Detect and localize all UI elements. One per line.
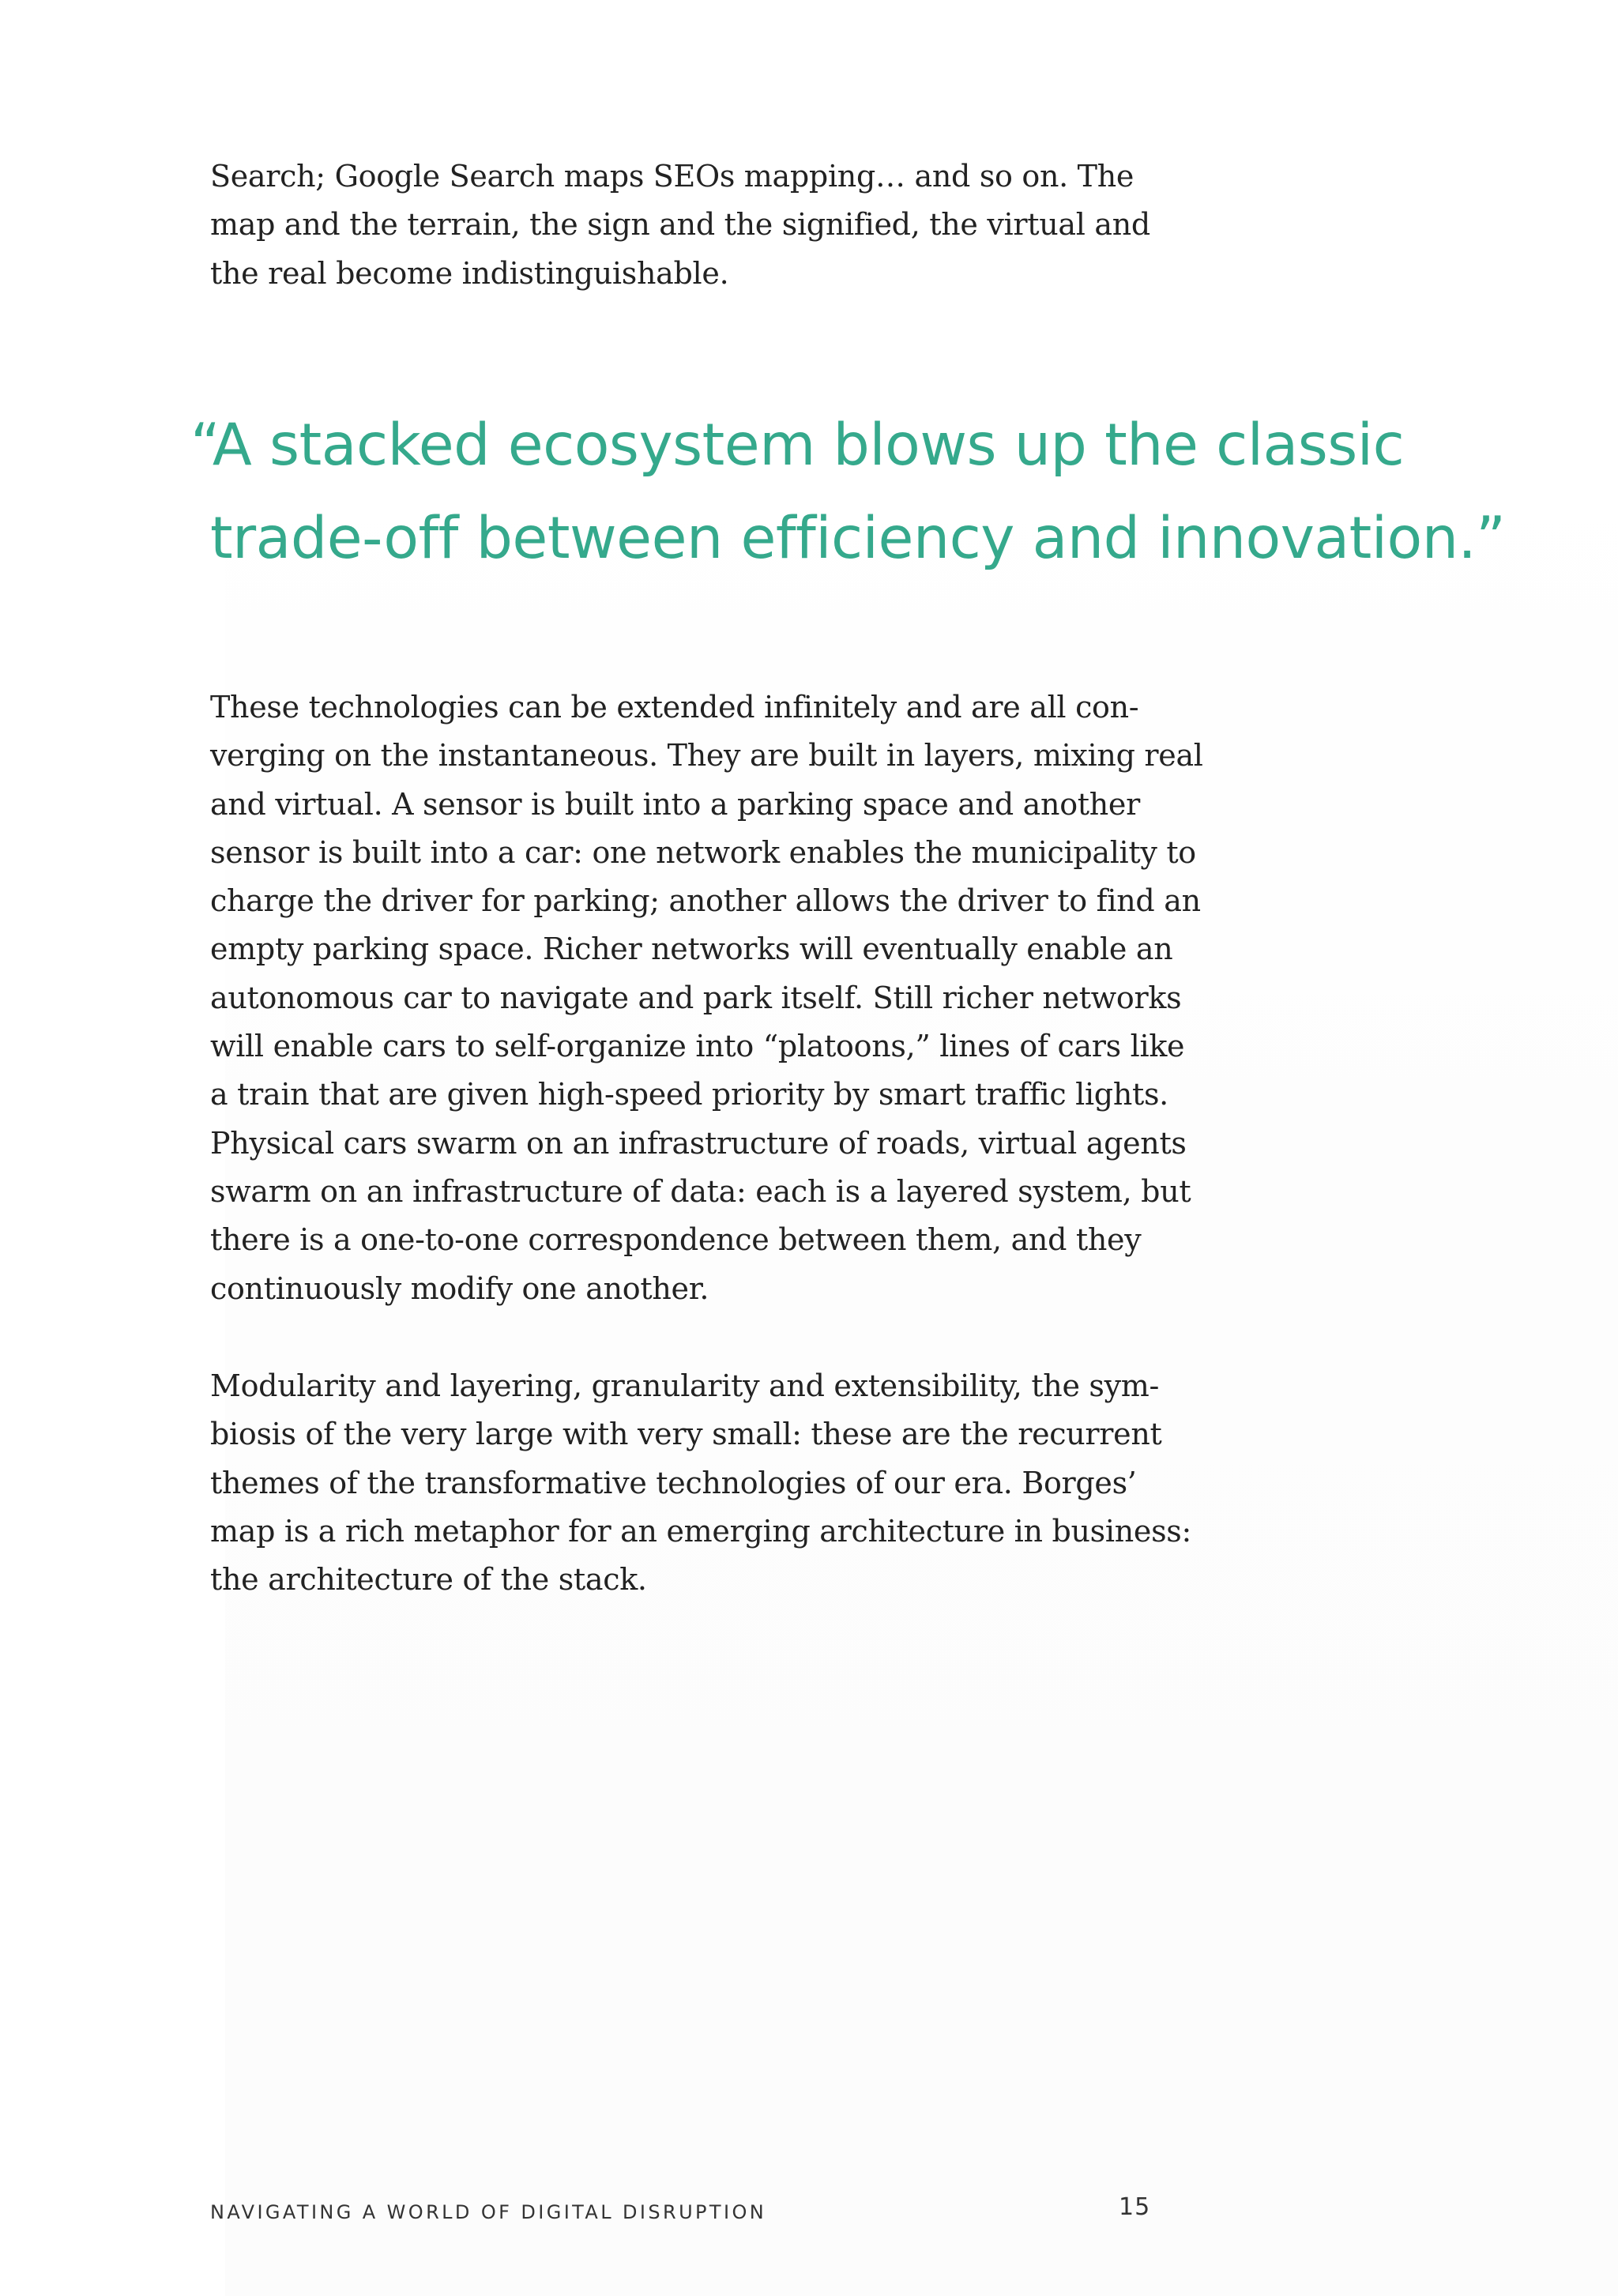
footer-document-title: NAVIGATING A WORLD OF DIGITAL DISRUPTION	[210, 2201, 767, 2223]
intro-line: the real become indistinguishable.	[210, 255, 729, 291]
pull-quote-line: trade-off between efficiency and innovation.”	[210, 505, 1506, 572]
paragraph-line: swarm on an infrastructure of data: each is a layered system, but	[210, 1173, 1191, 1209]
paragraph-line: charge the driver for parking; another allows the driver to find an	[210, 883, 1201, 919]
body-paragraph-one	[210, 683, 1206, 1313]
paragraph-line: a train that are given high-speed priority by smart traffic lights.	[210, 1077, 1168, 1112]
intro-line: map and the terrain, the sign and the signified, the virtual and	[210, 207, 1150, 243]
paragraph-line: Physical cars swarm on an infrastructure of roads, virtual agents	[210, 1125, 1187, 1161]
pull-quote	[190, 399, 1506, 585]
paragraph-line: These technologies can be extended infinitely and are all con-	[210, 690, 1139, 725]
paragraph-line: there is a one-to-one correspondence between them, and they	[210, 1222, 1142, 1258]
paragraph-line: map is a rich metaphor for an emerging architecture in business:	[210, 1513, 1191, 1549]
paragraph-line: Modularity and layering, granularity and extensibility, the sym-	[210, 1368, 1160, 1403]
paragraph-line: the architecture of the stack.	[210, 1562, 647, 1598]
paragraph-line: verging on the instantaneous. They are built in layers, mixing real	[210, 738, 1203, 773]
paragraph-line: will enable cars to self-organize into “platoons,” lines of cars like	[210, 1029, 1185, 1064]
paragraph-line: themes of the transformative technologies of our era. Borges’	[210, 1465, 1137, 1500]
paragraph-line: empty parking space. Richer networks will eventually enable an	[210, 932, 1173, 967]
body-paragraph-two	[210, 1362, 1206, 1604]
paragraph-line: continuously modify one another.	[210, 1270, 709, 1306]
intro-line: Search; Google Search maps SEOs mapping… and so on. The	[210, 159, 1134, 194]
page-number: 15	[1119, 2193, 1151, 2221]
paragraph-line: biosis of the very large with very small: these are the recurrent	[210, 1417, 1162, 1452]
intro-paragraph	[210, 152, 1206, 298]
pull-quote-line: “A stacked ecosystem blows up the classic	[190, 412, 1405, 479]
paragraph-line: autonomous car to navigate and park itself. Still richer networks	[210, 980, 1182, 1015]
paragraph-line: and virtual. A sensor is built into a parking space and another	[210, 786, 1140, 822]
paragraph-line: sensor is built into a car: one network enables the municipality to	[210, 834, 1196, 870]
